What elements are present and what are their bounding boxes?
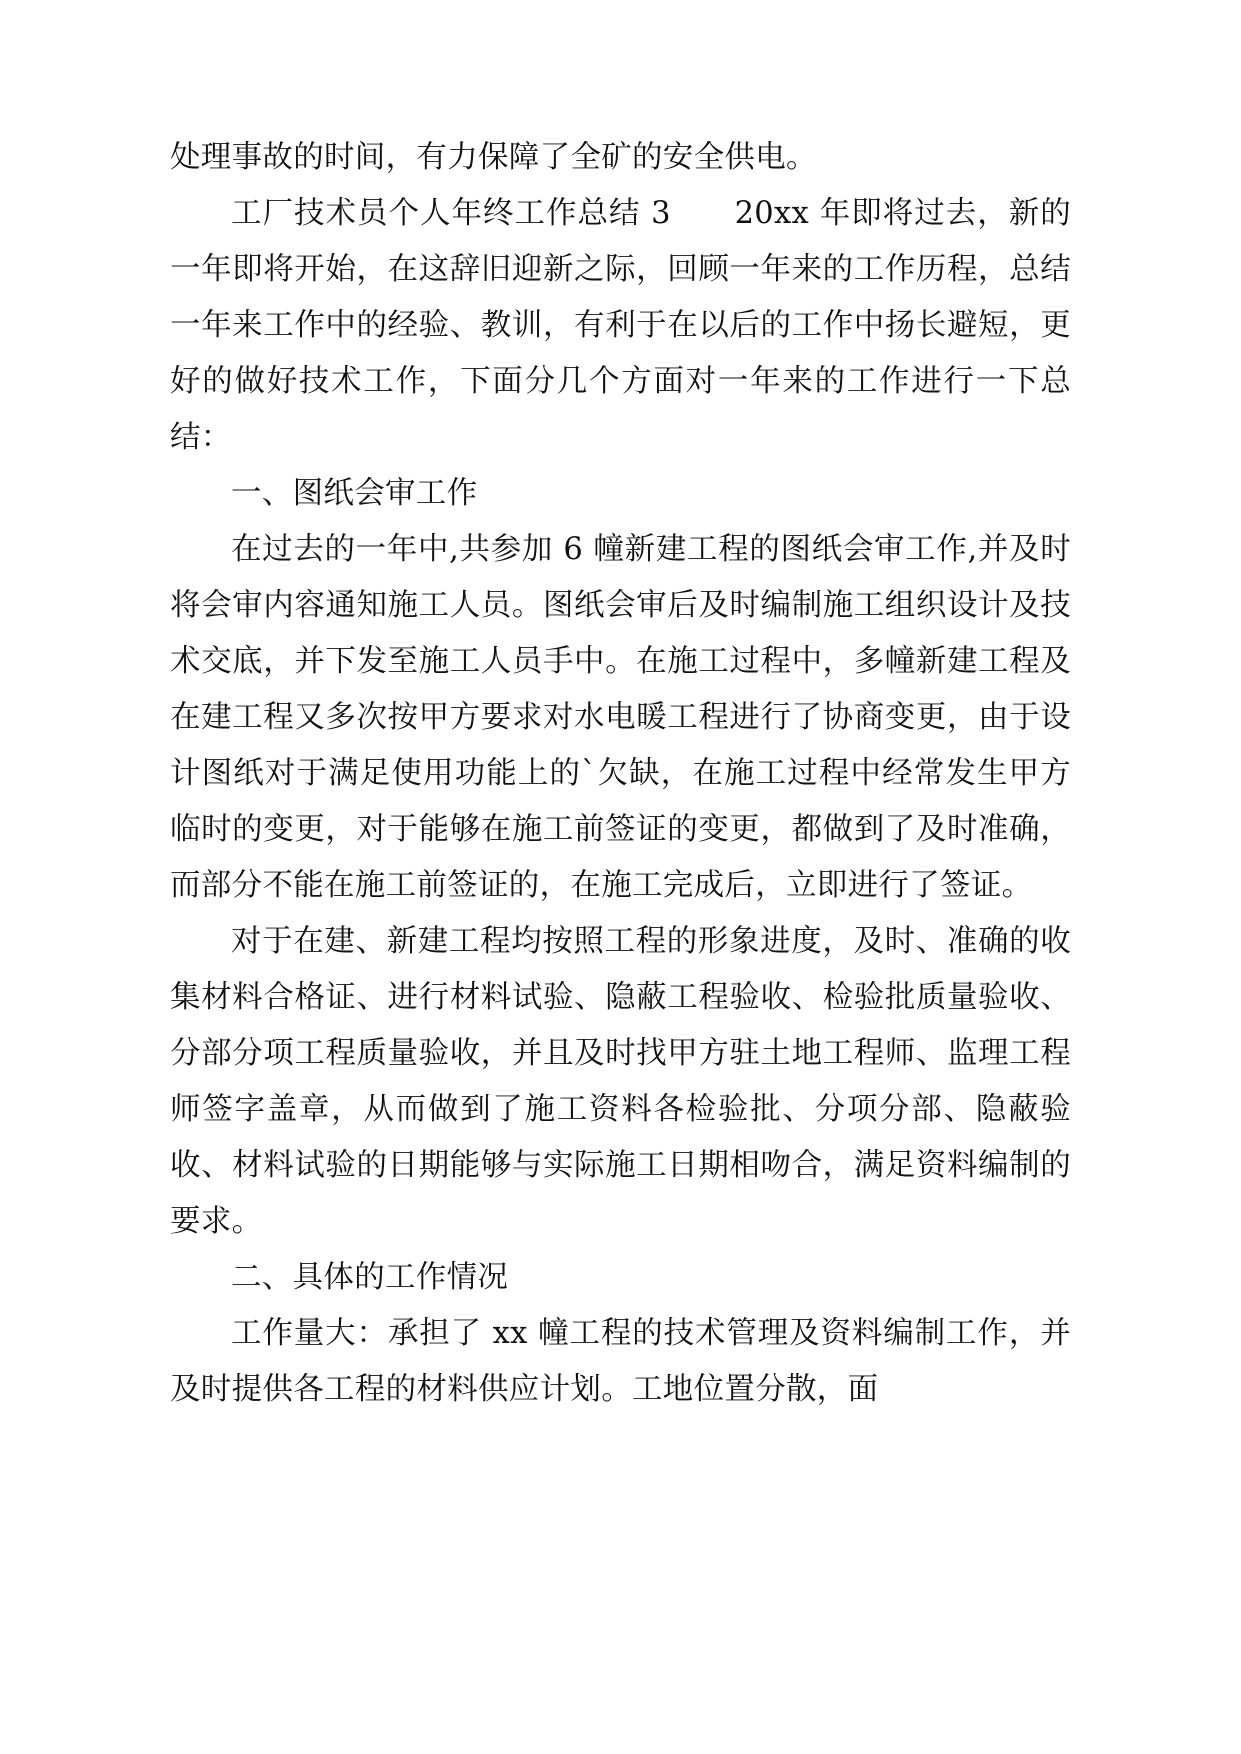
document-body — [170, 130, 1071, 1418]
paragraph-3: 在过去的一年中,共参加 6 幢新建工程的图纸会审工作,并及时将会审内容通知施工人员。图纸会审后及时编制施工组织设计及技术交底，并下发至施工人员手中。在施工过程中，多幢新建工程及在建工程又多次按甲方要求对水电暖工程进行了协商变更，由于设计图纸对于满足使用功能上的`欠缺，在施工过程中经常发生甲方临时的变更，对于能够在施工前签证的变更，都做到了及时准确，而部分不能在施工前签证的，在施工完成后，立即进行了签证。 — [170, 532, 1071, 903]
paragraph-1: 处理事故的时间，有力保障了全矿的安全供电。 — [170, 140, 817, 175]
paragraph-4: 对于在建、新建工程均按照工程的形象进度，及时、准确的收集材料合格证、进行材料试验、隐蔽工程验收、检验批质量验收、分部分项工程质量验收，并且及时找甲方驻土地工程师、监理工程师签字盖章，从而做到了施工资料各检验批、分项分部、隐蔽验收、材料试验的日期能够与实际施工日期相吻合，满足资料编制的要求。 — [170, 924, 1071, 1239]
paragraph-2: 工厂技术员个人年终工作总结 3 20xx 年即将过去，新的一年即将开始，在这辞旧迎新之际，回顾一年来的工作历程，总结一年来工作中的经验、教训，有利于在以后的工作中扬长避短，更好的做好技术工作，下面分几个方面对一年来的工作进行一下总结： — [170, 196, 1071, 455]
paragraph-5: 工作量大：承担了 xx 幢工程的技术管理及资料编制工作，并及时提供各工程的材料供应计划。工地位置分散，面 — [170, 1316, 1071, 1407]
section-heading-1: 一、图纸会审工作 — [231, 476, 478, 511]
section-heading-2: 二、具体的工作情况 — [231, 1260, 509, 1295]
